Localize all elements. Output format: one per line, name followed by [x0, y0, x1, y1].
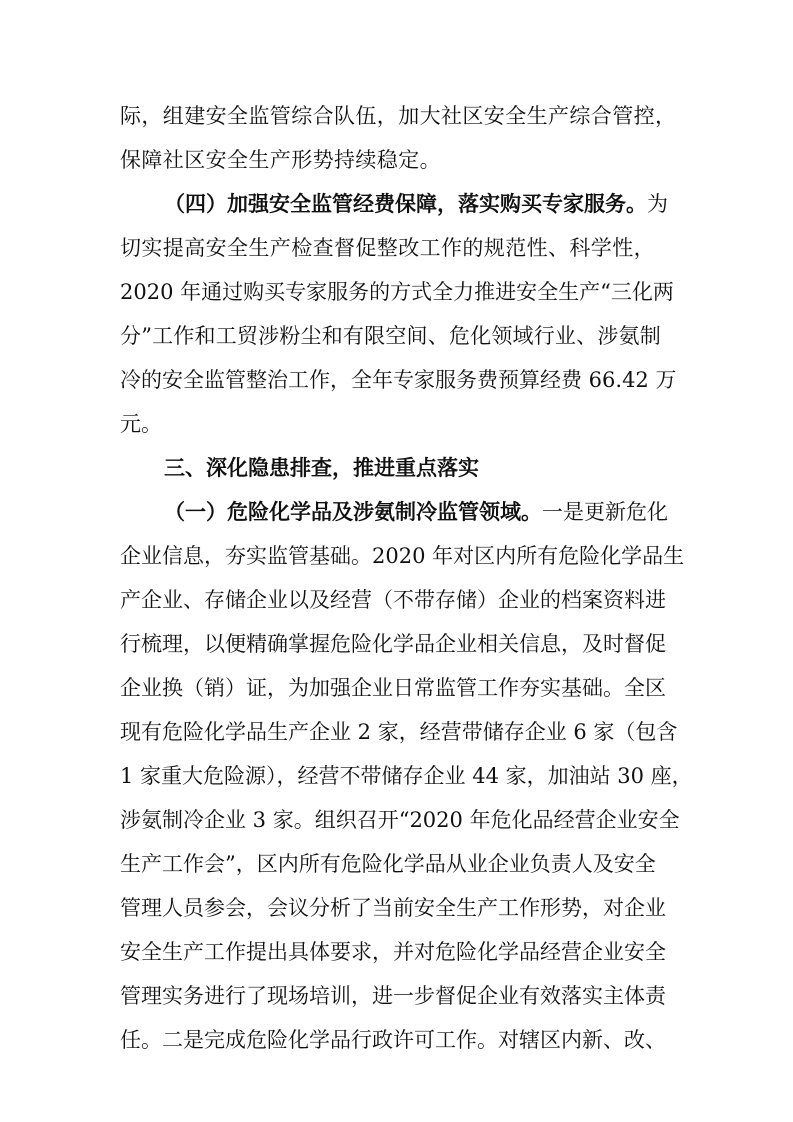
paragraph-line — [164, 490, 793, 534]
paragraph-line: 际，组建安全监管综合队伍，加大社区安全生产综合管控， — [120, 104, 677, 128]
paragraph-line: 涉氨制冷企业 3 家。组织召开“2020 年危化品经营企业安全 — [120, 808, 680, 832]
paragraph-line — [164, 182, 793, 226]
subsection-heading: （四）加强安全监管经费保障，落实购买专家服务。 — [164, 191, 647, 216]
subsection-heading: （一）危险化学品及涉氨制冷监管领域。 — [164, 499, 542, 524]
paragraph-line: 2020 年通过购买专家服务的方式全力推进安全生产“三化两 — [120, 280, 674, 304]
paragraph-line: 管理人员参会，会议分析了当前安全生产工作形势，对企业 — [120, 896, 666, 920]
paragraph-line: 企业换（销）证，为加强企业日常监管工作夯实基础。全区 — [120, 676, 666, 700]
paragraph-line: 任。二是完成危险化学品行政许可工作。对辖区内新、改、 — [120, 1028, 666, 1052]
paragraph-line: 行梳理，以便精确掌握危险化学品企业相关信息，及时督促 — [120, 632, 666, 656]
paragraph-line: 企业信息，夯实监管基础。2020 年对区内所有危险化学品生 — [120, 544, 685, 568]
paragraph-line: 产企业、存储企业以及经营（不带存储）企业的档案资料进 — [120, 588, 666, 612]
paragraph-line: 安全生产工作提出具体要求，并对危险化学品经营企业安全 — [120, 940, 666, 964]
paragraph-line: 冷的安全监管整治工作，全年专家服务费预算经费 66.42 万 — [120, 368, 677, 392]
paragraph-text: 为 — [647, 192, 668, 216]
paragraph-line: 分”工作和工贸涉粉尘和有限空间、危化领域行业、涉氨制 — [120, 324, 661, 348]
paragraph-line: 1 家重大危险源），经营不带储存企业 44 家，加油站 30 座， — [120, 764, 693, 788]
section-heading: 三、深化隐患排查，推进重点落实 — [164, 455, 479, 480]
paragraph-line: 生产工作会”，区内所有危险化学品从业企业负责人及安全 — [120, 852, 656, 876]
paragraph-line: 现有危险化学品生产企业 2 家，经营带储存企业 6 家（包含 — [120, 720, 678, 744]
paragraph-line: 元。 — [120, 412, 162, 436]
paragraph-text: 一是更新危化 — [542, 500, 668, 524]
paragraph-line: 保障社区安全生产形势持续稳定。 — [120, 148, 441, 172]
paragraph-line: 管理实务进行了现场培训，进一步督促企业有效落实主体责 — [120, 984, 666, 1008]
paragraph-line: 切实提高安全生产检查督促整改工作的规范性、科学性， — [120, 236, 655, 260]
